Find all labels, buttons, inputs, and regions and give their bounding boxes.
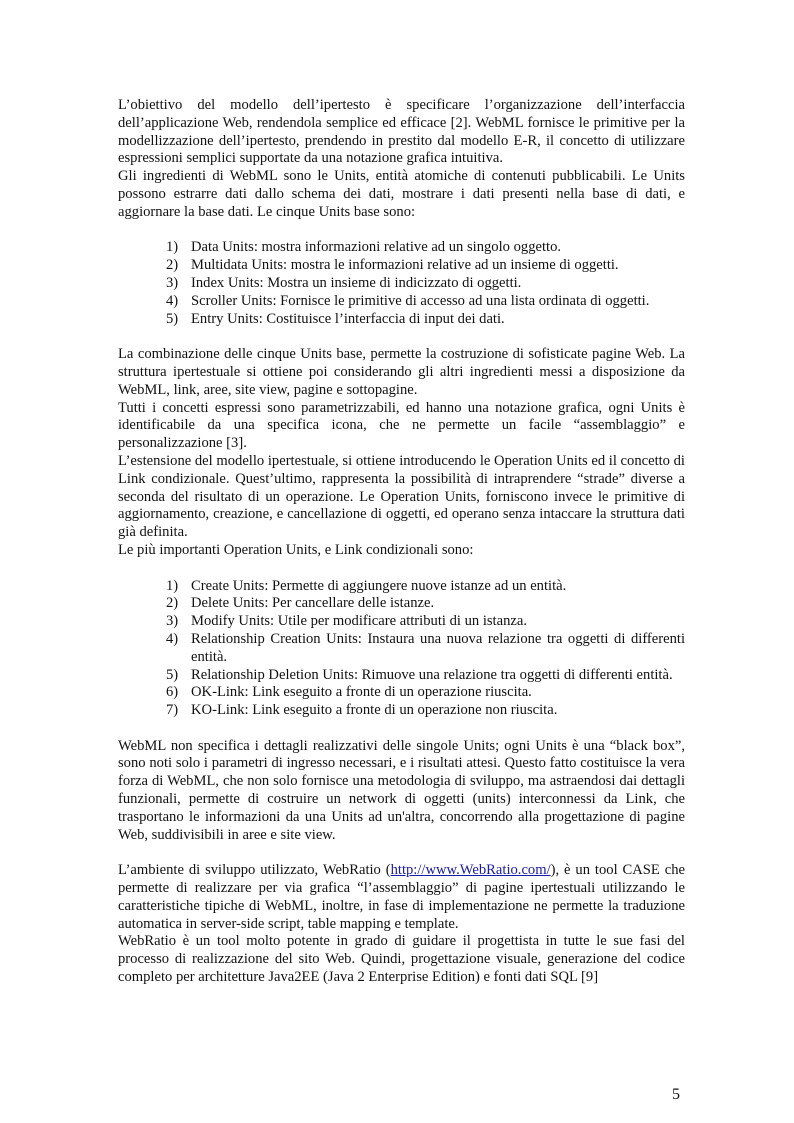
body-text [118, 97, 685, 987]
list-item-number: 7) [166, 702, 179, 719]
base-units-list [118, 239, 685, 328]
operation-units-list [118, 578, 685, 720]
list-item-text: Multidata Units: mostra le informazioni relative ad un insieme di oggetti. [191, 257, 619, 274]
spacer [118, 720, 685, 738]
list-item-number: 4) [166, 292, 179, 309]
list-item [118, 667, 685, 685]
list-item-number: 2) [166, 257, 179, 274]
list-item-number: 6) [166, 684, 179, 701]
paragraph-webratio-environment [118, 862, 685, 933]
list-item-number: 3) [166, 274, 179, 291]
webratio-text-before-link: L’ambiente di sviluppo utilizzato, WebRatio ( [118, 862, 391, 879]
list-item [118, 595, 685, 613]
list-item-text: Relationship Deletion Units: Rimuove una relazione tra oggetti di differenti entità. [191, 666, 673, 683]
list-item-number: 3) [166, 613, 179, 630]
list-item-text: Entry Units: Costituisce l’interfaccia di input dei dati. [191, 310, 505, 327]
paragraph-black-box: WebML non specifica i dettagli realizzativi delle singole Units; ogni Units è una “black box”, sono noti solo i parametri di ingresso necessari, e i risultati attesi. Questo fatto costituisce la vera forza di WebML, che non solo fornisce una metodologia di sviluppo, ma astraendosi dai dettagli funzionali, permette di costruire un network di oggetti (units) interconnessi da Link, che trasportano le informazioni da una Units ad un'altra, concorrendo alla progettazione di pagine Web, suddivisibili in aree e site view. [118, 737, 685, 843]
list-item [118, 239, 685, 257]
list-item-number: 2) [166, 595, 179, 612]
spacer [118, 328, 685, 346]
paragraph-operation-units: L’estensione del modello ipertestuale, si ottiene introducendo le Operation Units ed il concetto di Link condizionale. Quest’ultimo, rappresenta la possibilità di intraprendere “strade” diverse a seconda del risultato di un operazione. Le Operation Units, forniscono invece le primitive di aggiornamento, creazione, e cancellazione di oggetti, ed operano senza intaccare la struttura dati già definita. [118, 452, 685, 541]
paragraph-parametrizable-concepts: Tutti i concetti espressi sono parametrizzabili, ed hanno una notazione grafica, ogni Units è identificabile da una specifica icona, che ne permette un facile “assemblaggio” e personalizzazione [3]. [118, 399, 685, 452]
paragraph-units-intro: Gli ingredienti di WebML sono le Units, entità atomiche di contenuti pubblicabili. Le Units possono estrarre dati dallo schema dei dati, mostrare i dati presenti nella base di dati, e aggiornare la base dati. Le cinque Units base sono: [118, 168, 685, 220]
list-item-text: Modify Units: Utile per modificare attributi di un istanza. [191, 613, 527, 630]
list-item [118, 275, 685, 293]
list-item-text: Scroller Units: Fornisce le primitive di accesso ad una lista ordinata di oggetti. [191, 292, 650, 309]
list-item-number: 4) [166, 630, 179, 647]
list-item [118, 578, 685, 596]
paragraph-hypertext-model: L’obiettivo del modello dell’ipertesto è specificare l’organizzazione dell’interfaccia dell’applicazione Web, rendendola semplice ed efficace [2]. WebML fornisce le primitive per la modellizzazione dell’ipertesto, prendendo in prestito dal modello E-R, il concetto di utilizzare espressioni semplici supportate da una notazione grafica intuitiva. [118, 97, 685, 167]
list-item [118, 257, 685, 275]
list-item-text: Data Units: mostra informazioni relative ad un singolo oggetto. [191, 239, 562, 256]
list-item-text: OK-Link: Link eseguito a fronte di un operazione riuscita. [191, 684, 532, 701]
spacer [118, 560, 685, 578]
webratio-text-after-link: ), è un tool CASE che permette di realizzare per via grafica “l’assemblaggio” di pagine ipertestuali utilizzando le caratteristiche tipiche di WebML, inoltre, in fase di implementazione ne permette la traduzione automatica in server-side script, table mapping e template. [118, 862, 685, 932]
list-item-text: Index Units: Mostra un insieme di indicizzato di oggetti. [191, 274, 522, 291]
list-item [118, 311, 685, 329]
list-item [118, 293, 685, 311]
list-item [118, 613, 685, 631]
paragraph-units-combination: La combinazione delle cinque Units base, permette la costruzione di sofisticate pagine Web. La struttura ipertestuale si ottiene poi considerando gli altri ingredienti messi a disposizione da WebML, link, aree, site view, pagine e sottopagine. [118, 346, 685, 398]
list-item-number: 5) [166, 666, 179, 683]
list-item-text: Relationship Creation Units: Instaura una nuova relazione tra oggetti di differenti entità. [191, 630, 685, 665]
list-item-text: Create Units: Permette di aggiungere nuove istanze ad un entità. [191, 577, 567, 594]
list-item [118, 684, 685, 702]
list-item-text: KO-Link: Link eseguito a fronte di un operazione non riuscita. [191, 702, 558, 719]
list-item-number: 5) [166, 310, 179, 327]
paragraph-operation-units-intro: Le più importanti Operation Units, e Link condizionali sono: [118, 541, 474, 558]
spacer [118, 844, 685, 862]
spacer [118, 222, 685, 240]
list-item-text: Delete Units: Per cancellare delle istanze. [191, 595, 435, 612]
paragraph-webratio-tool: WebRatio è un tool molto potente in grado di guidare il progettista in tutte le sue fasi del processo di realizzazione del sito Web. Quindi, progettazione visuale, generazione del codice completo per architetture Java2EE (Java 2 Enterprise Edition) e fonti dati SQL [9] [118, 933, 685, 986]
list-item-number: 1) [166, 577, 179, 594]
webratio-link[interactable]: http://www.WebRatio.com/ [390, 862, 551, 879]
list-item [118, 631, 685, 667]
list-item-number: 1) [166, 239, 179, 256]
list-item [118, 702, 685, 720]
page-number: 5 [672, 1086, 680, 1103]
